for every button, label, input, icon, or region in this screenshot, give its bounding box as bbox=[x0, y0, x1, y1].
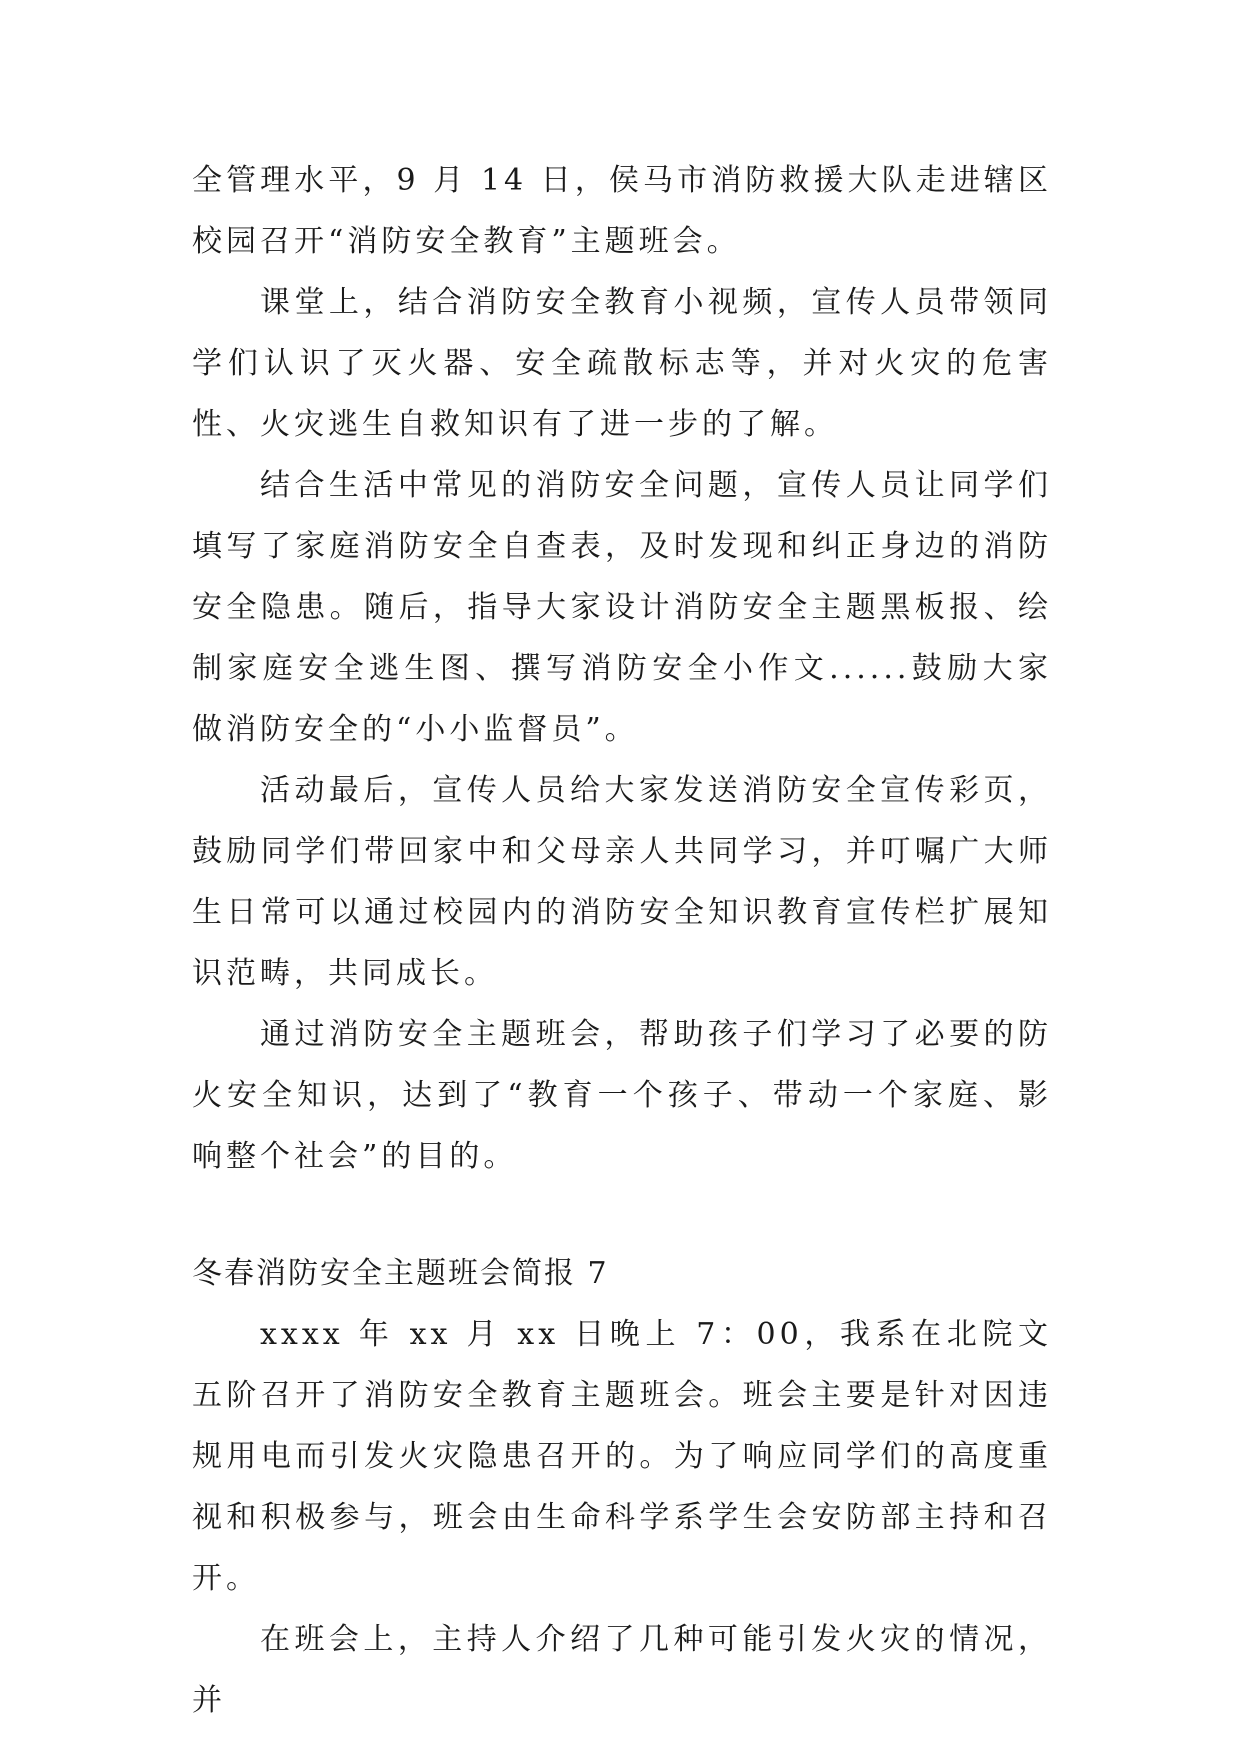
paragraph-6: xxxx 年 xx 月 xx 日晚上 7：00，我系在北院文五阶召开了消防安全教育主题班会。班会主要是针对因违规用电而引发火灾隐患召开的。为了响应同学们的高度重视和积极参与，班会由生命科学系学生会安防部主持和召开。 bbox=[192, 1317, 1052, 1596]
section-heading: 冬春消防安全主题班会简报 7 bbox=[192, 1256, 609, 1291]
paragraph-5: 通过消防安全主题班会，帮助孩子们学习了必要的防火安全知识，达到了“教育一个孩子、带动一个家庭、影响整个社会”的目的。 bbox=[192, 1017, 1052, 1174]
paragraph-4: 活动最后，宣传人员给大家发送消防安全宣传彩页，鼓励同学们带回家中和父母亲人共同学习，并叮嘱广大师生日常可以通过校园内的消防安全知识教育宣传栏扩展知识范畴，共同成长。 bbox=[192, 773, 1052, 991]
paragraph-1: 全管理水平，9 月 14 日，侯马市消防救援大队走进辖区校园召开“消防安全教育”主题班会。 bbox=[192, 163, 1052, 259]
paragraph-3: 结合生活中常见的消防安全问题，宣传人员让同学们填写了家庭消防安全自查表，及时发现和纠正身边的消防安全隐患。随后，指导大家设计消防安全主题黑板报、绘制家庭安全逃生图、撰写消防安全小作文......鼓励大家做消防安全的“小小监督员”。 bbox=[192, 468, 1052, 747]
paragraph-7: 在班会上，主持人介绍了几种可能引发火灾的情况，并 bbox=[192, 1622, 1052, 1718]
document-body bbox=[192, 150, 1052, 1731]
paragraph-2: 课堂上，结合消防安全教育小视频，宣传人员带领同学们认识了灭火器、安全疏散标志等，并对火灾的危害性、火灾逃生自救知识有了进一步的了解。 bbox=[192, 285, 1052, 442]
